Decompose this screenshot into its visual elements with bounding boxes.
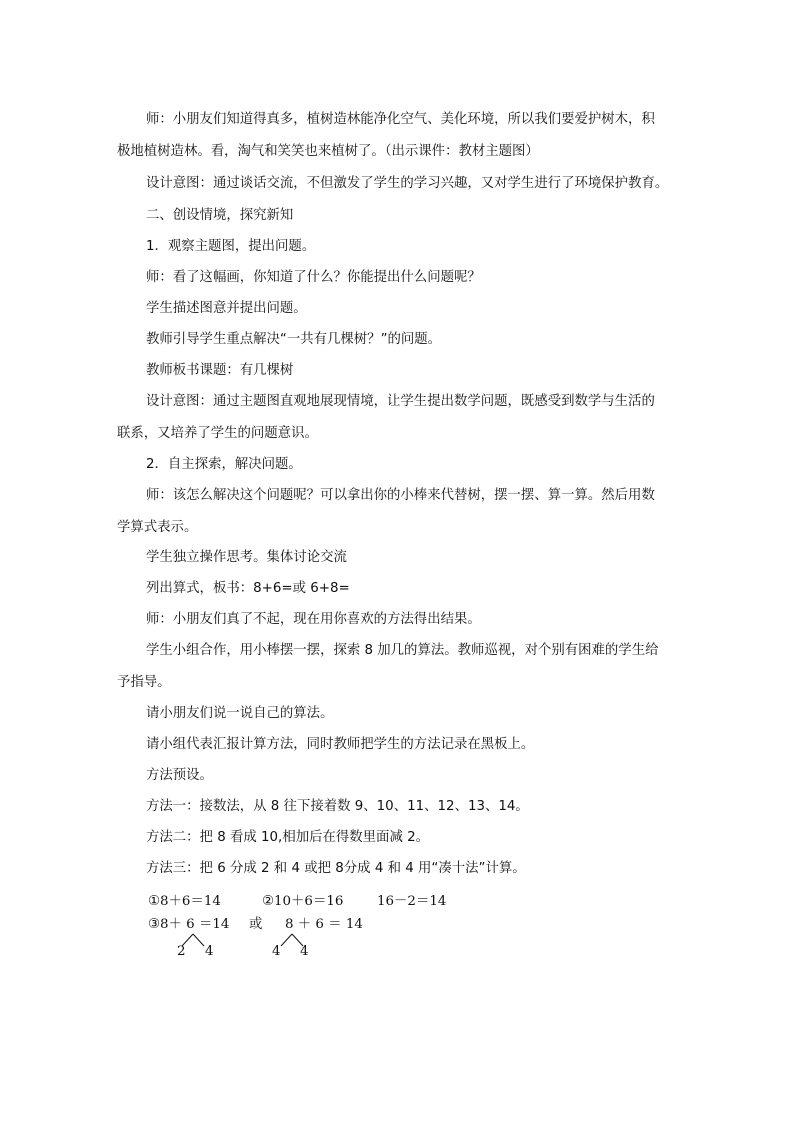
paragraph-equation — [117, 573, 679, 605]
text-line: 方法二：把 8 看成 10,相加后在得数里面减 2。 — [146, 830, 429, 845]
text-line: 师：小朋友们知道得真多，植树造林能净化空气、美化环境，所以我们要爱护树木，积 — [146, 112, 655, 127]
text-line: 极地植树造林。看，淘气和笑笑也来植树了。（出示课件：教材主题图） — [117, 144, 539, 159]
paragraph-share-method — [117, 698, 679, 730]
text-line: 列出算式，板书：8+6=或 6+8= — [146, 581, 350, 596]
text-line: 2．自主探索，解决问题。 — [146, 457, 302, 472]
equation-1: ①8＋6＝14 — [148, 894, 221, 909]
split-1-right: 4 — [205, 944, 214, 959]
paragraph-teacher-praise — [117, 604, 679, 636]
text-line: 师：小朋友们真了不起，现在用你喜欢的方法得出结果。 — [146, 612, 481, 627]
or-label: 或 — [249, 917, 263, 932]
text-line: 学生描述图意并提出问题。 — [146, 301, 307, 316]
section-heading — [117, 200, 679, 232]
equation-2: ②10＋6＝16 — [262, 894, 344, 909]
paragraph-design-intent-1 — [117, 168, 679, 200]
split-2-right: 4 — [300, 944, 309, 959]
text-line: 方法一：接数法，从 8 往下接着数 9、10、11、12、13、14。 — [146, 799, 529, 814]
text-line: 教师板书课题：有几棵树 — [146, 363, 294, 378]
text-line: 1．观察主题图，提出问题。 — [146, 239, 316, 254]
step-heading-2 — [117, 449, 679, 481]
paragraph-group-work — [117, 635, 679, 699]
paragraph-design-intent-2 — [117, 386, 679, 450]
equation-5: 8 ＋ 6 ＝ 14 — [285, 917, 363, 932]
step-heading-1 — [117, 231, 679, 263]
text-line: 方法预设。 — [146, 768, 213, 783]
paragraph-student-describe — [117, 293, 679, 325]
text-line: 方法三：把 6 分成 2 和 4 或把 8分成 4 和 4 用“凑十法”计算。 — [146, 861, 526, 876]
paragraph-board-title — [117, 355, 679, 387]
paragraph-method-preset — [117, 760, 679, 792]
text-line: 请小朋友们说一说自己的算法。 — [146, 706, 334, 721]
paragraph-method-3 — [117, 853, 679, 885]
paragraph-teacher-guide — [117, 324, 679, 356]
paragraph-student-think — [117, 542, 679, 574]
text-line: 予指导。 — [117, 675, 171, 690]
paragraph-method-1 — [117, 791, 679, 823]
text-line: 设计意图：通过谈话交流，不但激发了学生的学习兴趣，又对学生进行了环境保护教育。 — [146, 176, 669, 191]
paragraph-teacher-sticks — [117, 480, 679, 544]
paragraph-method-2 — [117, 822, 679, 854]
text-line: 二、创设情境，探究新知 — [146, 208, 294, 223]
paragraph-teacher-question — [117, 262, 679, 294]
text-line: 师：该怎么解决这个问题呢？可以拿出你的小棒来代替树，摆一摆、算一算。然后用数 — [146, 488, 655, 503]
equation-4: ③8＋ 6 ＝14 — [148, 917, 230, 932]
text-line: 学生独立操作思考。集体讨论交流 — [146, 550, 347, 565]
text-line: 教师引导学生重点解决“一共有几棵树？”的问题。 — [146, 332, 442, 347]
split-1-left: 2 — [177, 944, 186, 959]
text-line: 学算式表示。 — [117, 520, 198, 535]
equation-3: 16－2＝14 — [377, 894, 447, 909]
text-line: 请小组代表汇报计算方法，同时教师把学生的方法记录在黑板上。 — [146, 737, 535, 752]
split-2-left: 4 — [272, 944, 281, 959]
paragraph-teacher-intro — [117, 104, 679, 168]
text-line: 学生小组合作，用小棒摆一摆，探索 8 加几的算法。教师巡视，对个别有困难的学生给 — [146, 643, 659, 658]
text-line: 设计意图：通过主题图直观地展现情境，让学生提出数学问题，既感受到数学与生活的 — [146, 394, 655, 409]
text-line: 师：看了这幅画，你知道了什么？你能提出什么问题呢？ — [146, 270, 481, 285]
paragraph-group-report — [117, 729, 679, 761]
text-line: 联系，又培养了学生的问题意识。 — [117, 426, 318, 441]
